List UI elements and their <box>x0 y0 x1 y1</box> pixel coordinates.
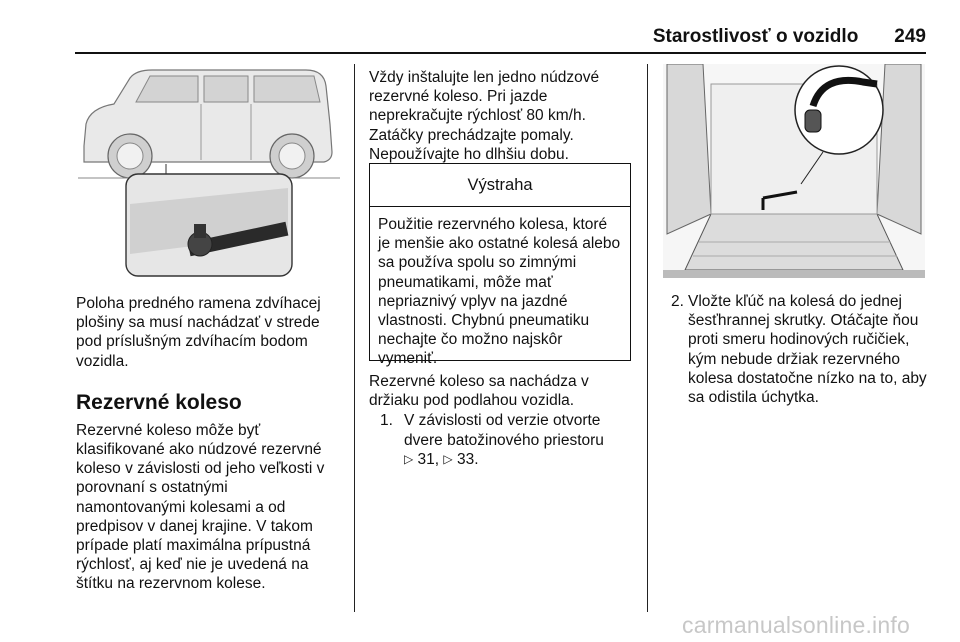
list-number: 2. <box>671 293 684 310</box>
page-number: 249 <box>894 26 926 47</box>
page-ref-1[interactable]: 31 <box>417 450 435 468</box>
page-header <box>620 26 926 52</box>
warning-box <box>369 163 631 368</box>
ref-separator: , <box>434 450 440 468</box>
header-rule <box>75 52 926 54</box>
warning-title: Výstraha <box>370 164 630 207</box>
list-text <box>404 411 631 469</box>
column-3 <box>671 292 933 407</box>
page-ref-2[interactable]: 33 <box>456 450 475 468</box>
column-2-lower <box>369 372 631 469</box>
intro-paragraph <box>369 68 631 164</box>
car-lift-point-illustration <box>78 64 340 278</box>
trunk-spare-wheel-illustration <box>663 64 925 278</box>
list-item-2 <box>671 292 933 407</box>
column-1 <box>76 294 338 594</box>
intro-text: Vždy inštalujte len jedno núdzové rezervné koleso. Pri jazde neprekračujte rýchlosť 80 km/h. Zatáčky prechádzajte pomaly. Nepoužívajte ho dlhšiu dobu. <box>369 69 600 163</box>
body-paragraph: Rezervné koleso môže byť klasifikované ako núdzové rezervné koleso v závislosti od jeho veľkosti v porovnaní s ostatnými namontovanými kolesami a od predpisov v danej krajine. V takom prípade platí maximálna prípustná rýchlosť, aj keď nie je uvedená na štítku na rezervnom kolese. <box>76 421 325 593</box>
watermark: carmanualsonline.info <box>682 612 910 638</box>
triangle-right-icon: ▷ <box>443 451 453 466</box>
step-2-text: Vložte kľúč na kolesá do jednej šesťhrannej skrutky. Otáčajte ňou proti smeru hodinových ručičiek, kým nebude držiak rezervného kolesa dostatočne nízko na to, aby sa odistila úchytka. <box>688 293 927 407</box>
column-divider-1 <box>354 64 355 612</box>
list-item-1 <box>369 411 631 469</box>
column-divider-2 <box>647 64 648 612</box>
section-title: Rezervné koleso <box>76 390 242 414</box>
warning-text: Použitie rezervného kolesa, ktoré je menšie ako ostatné kolesá alebo sa používa spolu so zimnými pneumatikami, môže mať nepriaznivý vplyv na jazdné vlastnosti. Chybnú pneumatiku nechajte čo možno najskôr vymeniť. <box>378 216 621 368</box>
triangle-right-icon: ▷ <box>404 451 414 466</box>
step-1-text: V závislosti od verzie otvorte dvere batožinového priestoru <box>404 412 604 449</box>
location-text: Rezervné koleso sa nachádza v držiaku pod podlahou vozidla. <box>369 373 589 410</box>
caption-text: Poloha predného ramena zdvíhacej plošiny sa musí nachádzať v strede pod príslušným zdvíhacím bodom vozidla. <box>76 295 321 370</box>
page-title: Starostlivosť o vozidlo <box>652 26 859 47</box>
ref-end: . <box>474 450 479 468</box>
list-number: 1. <box>380 412 393 430</box>
